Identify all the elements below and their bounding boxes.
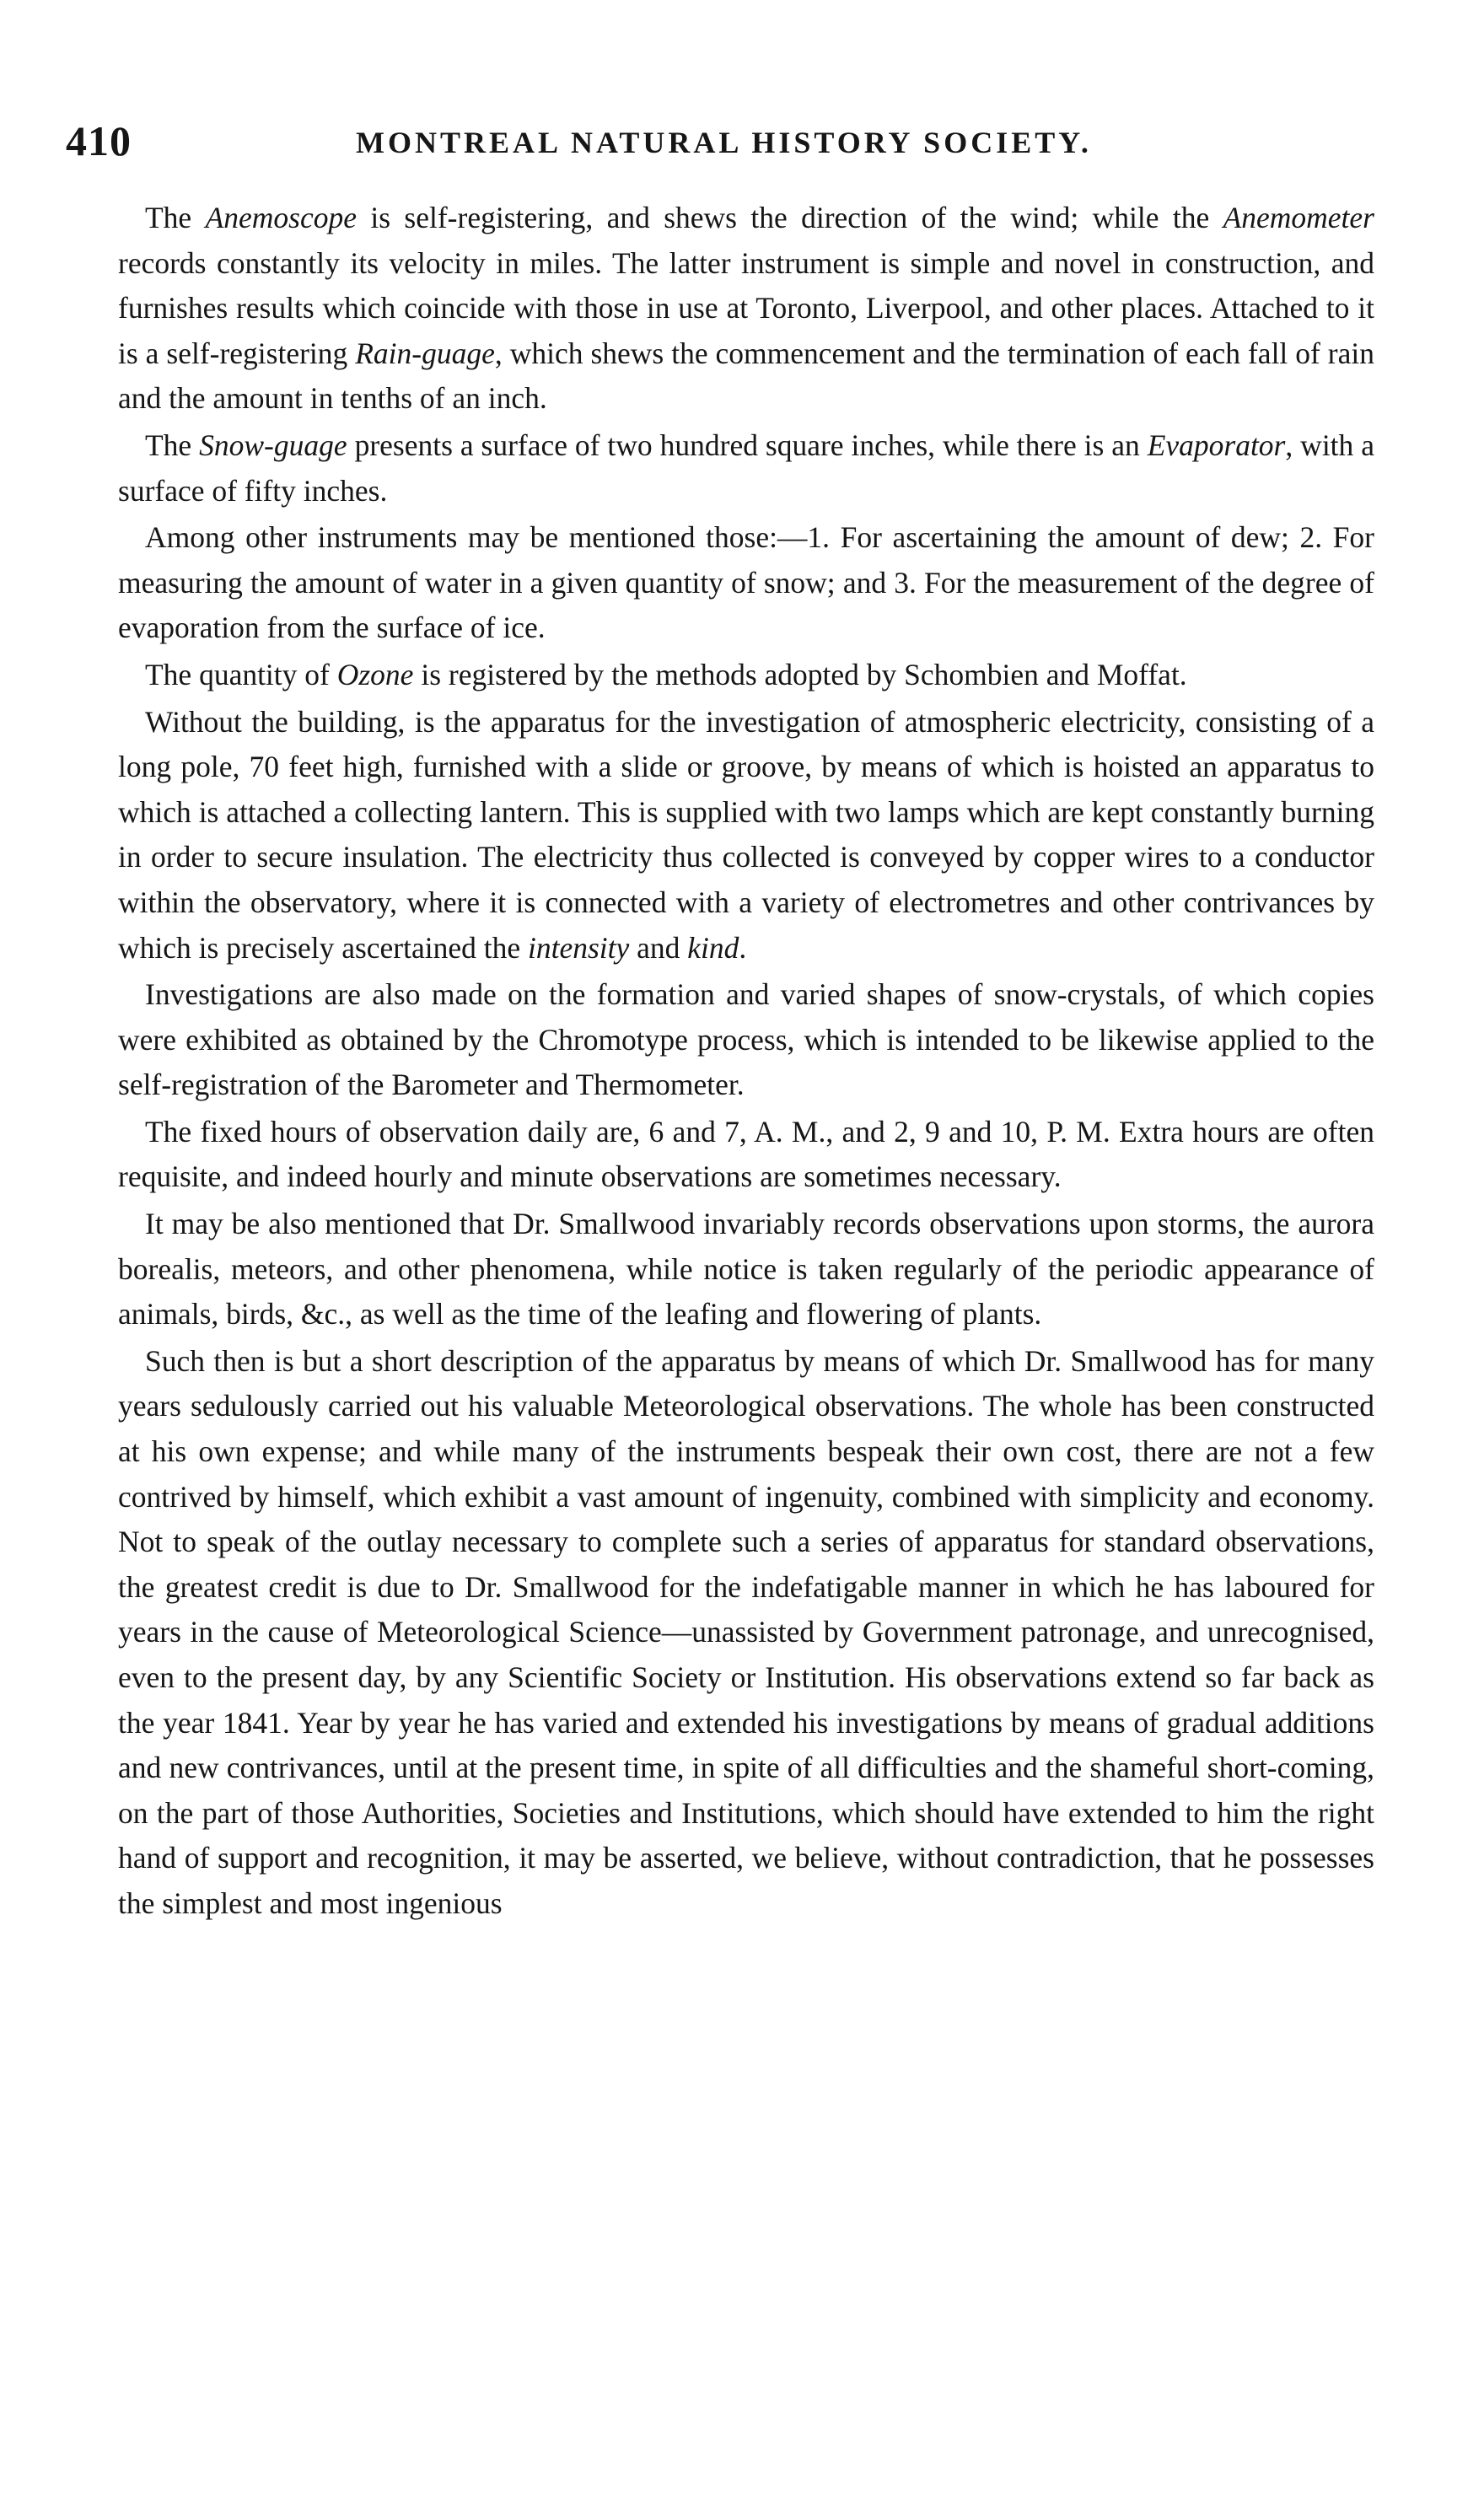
term-rain-guage: Rain-guage [355,336,495,370]
page-header [66,116,1381,175]
paragraph-other-instruments: Among other instruments may be mentioned those:—1. For ascertaining the amount of dew; 2. For measuring the amount of water in a given quantity of snow; and 3. For the measurement of the degree of evaporation from the surface of ice. [118,520,1374,645]
term-intensity: intensity [527,930,630,965]
running-title: MONTREAL NATURAL HISTORY SOCIETY. [356,126,1092,159]
paragraph-anemoscope: The Anemoscope is self-registering, and shews the direction of the wind; while the Anemometer records constantly its velocity in miles. The latter instrument is simple and novel in construction, and furnishes results which coincide with those in use at Toronto, Liverpool, and other places. Attached to it is a self-registering Rain-guage, which shews the commencement and the termination of each fall of rain and the amount in tenths of an inch. [118,201,1374,416]
paragraph-snow-guage: The Snow-guage presents a surface of two hundred square inches, while there is an Evaporator, with a surface of fifty inches. [118,428,1374,508]
paragraph-ozone: The quantity of Ozone is registered by the methods adopted by Schombien and Moffat. [145,657,1187,691]
body-text [118,196,1374,1927]
page-number: 410 [66,117,132,164]
paragraph-smallwood: Such then is but a short description of the apparatus by means of which Dr. Smallwood has for many years sedulously carried out his valuable Meteorological observations. The whole has been constructed at his own expense; and while many of the instruments bespeak their own cost, there are not a few contrived by himself, which exhibit a vast amount of ingenuity, combined with simplicity and economy. Not to speak of the outlay necessary to complete such a series of apparatus for standard observations, the greatest credit is due to Dr. Smallwood for the indefatigable manner in which he has laboured for years in the cause of Meteorological Science—unassisted by Government patronage, and unrecognised, even to the present day, by any Scientific Society or Institution. His observations extend so far back as the year 1841. Year by year he has varied and extended his investigations by means of gradual additions and new contrivances, until at the present time, in spite of all difficulties and the shameful short-coming, on the part of those Authorities, Societies and Institutions, which should have extended to him the right hand of support and recognition, it may be asserted, we believe, without contradiction, that he possesses the simplest and most ingenious [118,1343,1374,1920]
term-anemometer: Anemometer [1223,201,1374,234]
paragraph-phenomena: It may be also mentioned that Dr. Smallwood invariably records observations upon storms, the aurora borealis, meteors, and other phenomena, while notice is taken regularly of the periodic appearance of animals, birds, &c., as well as the time of the leafing and flowering of plants. [118,1207,1374,1332]
paragraph-electricity: Without the building, is the apparatus for the investigation of atmospheric electricity, consisting of a long pole, 70 feet high, furnished with a slide or groove, by means of which is hoisted an apparatus to which is attached a collecting lantern. This is supplied with two lamps which are kept constantly burning in order to secure insulation. The electricity thus collected is conveyed by copper wires to a conductor within the observatory, where it is connected with a variety of electrometres and other contrivances by which is precisely ascertained the intensity and kind. [118,704,1374,965]
paragraph-observation-hours: The fixed hours of observation daily are, 6 and 7, A. M., and 2, 9 and 10, P. M. Extra hours are often requisite, and indeed hourly and minute observations are sometimes necessary. [118,1114,1374,1194]
term-evaporator: Evaporator [1147,428,1286,462]
paragraph-snow-crystals: Investigations are also made on the formation and varied shapes of snow-crystals, of which copies were exhibited as obtained by the Chromotype process, which is intended to be likewise applied to the self-registration of the Barometer and Thermometer. [118,977,1374,1102]
term-snow-guage: Snow-guage [199,428,347,462]
term-kind: kind [687,930,739,965]
term-ozone: Ozone [336,657,414,691]
term-anemoscope: Anemoscope [205,201,357,234]
